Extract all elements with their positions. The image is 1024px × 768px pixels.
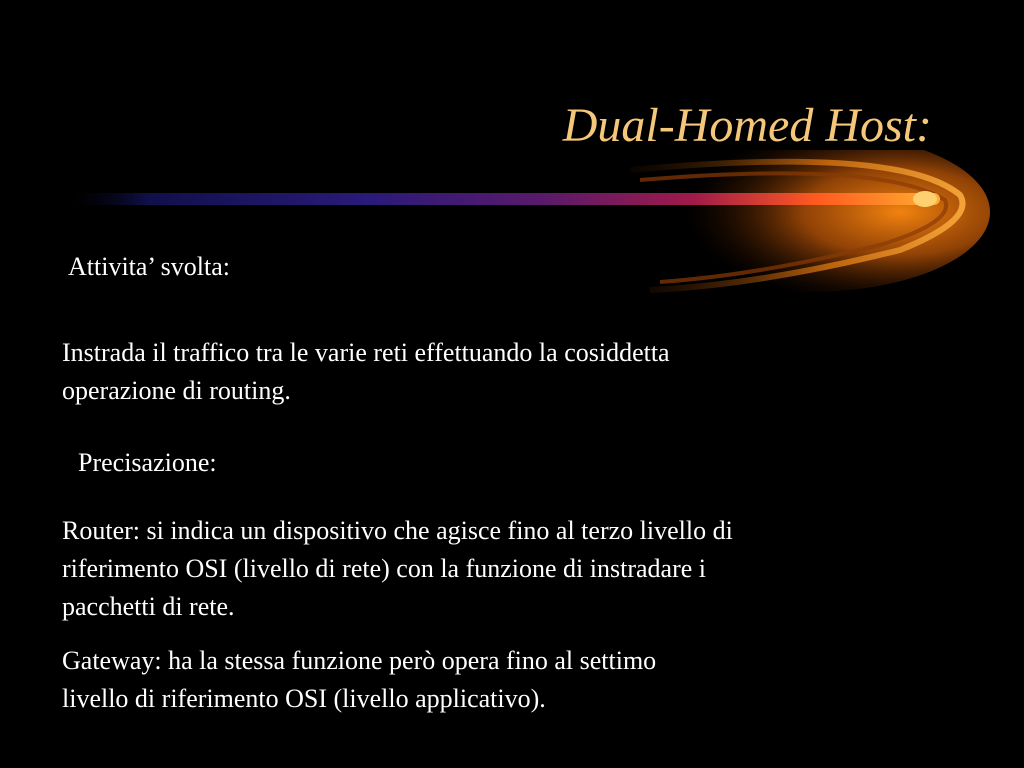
- router-line: pacchetti di rete.: [62, 592, 235, 621]
- attivita-line: Instrada il traffico tra le varie reti effettuando la cosiddetta: [62, 338, 670, 367]
- attivita-heading: Attivita’ svolta:: [68, 252, 230, 281]
- gateway-line: Gateway: ha la stessa funzione però opera fino al settimo: [62, 646, 657, 675]
- attivita-line: operazione di routing.: [62, 376, 291, 405]
- precisazione-heading: Precisazione:: [78, 448, 217, 477]
- attivita-body: [62, 334, 670, 410]
- comet-swoosh-icon: [0, 150, 1024, 310]
- router-line: riferimento OSI (livello di rete) con la funzione di instradare i: [62, 554, 706, 583]
- router-body: [62, 512, 733, 626]
- gateway-line: livello di riferimento OSI (livello applicativo).: [62, 684, 546, 713]
- router-line: Router: si indica un dispositivo che agisce fino al terzo livello di: [62, 516, 733, 545]
- gateway-body: [62, 642, 656, 718]
- slide-title: Dual-Homed Host:: [562, 99, 932, 152]
